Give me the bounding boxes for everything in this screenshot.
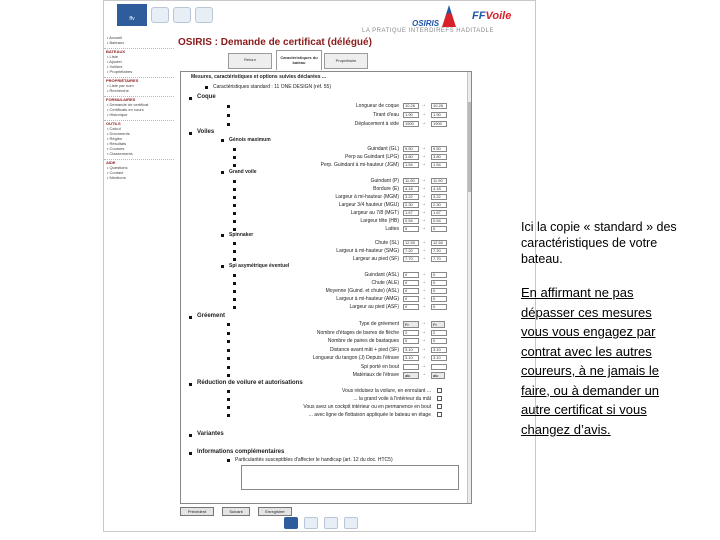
section-reduction: Réduction de voilure et autorisations — [197, 380, 303, 386]
header-banner — [104, 1, 536, 35]
standard-value: 3.10 — [403, 355, 419, 361]
standard-value: 9.50 — [403, 146, 419, 152]
measure-input[interactable]: 10.26 — [431, 103, 447, 109]
standard-value: 0 — [403, 288, 419, 294]
tab-retour[interactable]: Retour — [228, 53, 272, 69]
previous-button[interactable]: Précédent — [180, 507, 214, 516]
reduction-label: Vous avez un cockpit intérieur ou en permanence en bout — [303, 404, 431, 410]
reduction-checkbox[interactable] — [437, 404, 442, 409]
measure-label: Guindant (GL) — [367, 146, 399, 152]
value-select[interactable]: Fr — [431, 321, 445, 328]
measure-input[interactable]: 12.50 — [431, 240, 447, 246]
bullet-icon — [227, 390, 230, 393]
measure-input[interactable]: 0 — [431, 304, 447, 310]
bullet-icon — [233, 212, 236, 215]
screenshot-frame — [103, 0, 536, 532]
bullet-icon — [221, 139, 224, 142]
standard-value — [403, 364, 419, 370]
nav-item[interactable]: • Calcul — [107, 126, 121, 131]
bullet-icon — [227, 323, 230, 326]
bullet-icon — [233, 258, 236, 261]
arrow-icon: → — [421, 295, 426, 301]
standard-value: 3.80 — [403, 154, 419, 160]
footer-logo-3 — [324, 517, 338, 529]
standard-value: 11.90 — [403, 178, 419, 184]
form-title: Mesures, caractéristiques et options suivies déclarées ... — [191, 74, 327, 80]
nav-item[interactable]: • Accueil — [107, 35, 123, 40]
measure-input[interactable]: 3.10 — [431, 355, 447, 361]
standard-value: 1.54 — [403, 162, 419, 168]
measure-label: Spi porté en bout — [360, 363, 399, 370]
measure-input[interactable]: 5 — [431, 226, 447, 232]
footer-logo-4 — [344, 517, 358, 529]
standard-value: 7.20 — [403, 248, 419, 254]
section-variantes: Variantes — [197, 431, 224, 437]
measure-input[interactable]: 1.67 — [431, 210, 447, 216]
partner-logo-1 — [151, 7, 169, 23]
arrow-icon: → — [421, 328, 426, 335]
bullet-icon — [227, 366, 230, 369]
bullet-icon — [189, 452, 192, 455]
partner-logo-2 — [173, 7, 191, 23]
arrow-icon: → — [421, 217, 426, 223]
bullet-icon — [227, 374, 230, 377]
arrow-icon: → — [421, 161, 426, 167]
measure-input[interactable]: 11.90 — [431, 178, 447, 184]
measure-label: Déplacement à vide — [354, 121, 399, 127]
ffvoile-logo — [472, 10, 511, 22]
standard-value: 4.18 — [403, 186, 419, 192]
arrow-icon: → — [421, 153, 426, 159]
subsection-spi-asymetrique: Spi asymétrique éventuel — [229, 263, 290, 269]
measure-input[interactable]: 0 — [431, 296, 447, 302]
measure-input[interactable]: 1.90 — [431, 112, 447, 118]
measure-label: Largeur au 7/8 (MGT) — [350, 210, 399, 216]
bullet-icon — [233, 298, 236, 301]
tab-proprietaire[interactable]: Propriétaire — [324, 53, 368, 69]
page-title: OSIRIS : Demande de certificat (délégué) — [178, 37, 372, 48]
standard-value: 1900 — [403, 121, 419, 127]
bullet-icon — [233, 164, 236, 167]
bullet-icon — [233, 204, 236, 207]
standard-value: 3.22 — [403, 194, 419, 200]
info-textarea[interactable] — [241, 465, 459, 490]
standard-select: Fr — [403, 321, 419, 328]
measure-input[interactable]: 1900 — [431, 121, 447, 127]
subsection-spinnaker: Spinnaker — [229, 232, 254, 238]
bullet-icon — [233, 180, 236, 183]
section-informations: Informations complémentaires — [197, 449, 285, 455]
standard-value: 1.67 — [403, 210, 419, 216]
measure-label: Nombre de paires de bastaques — [327, 338, 399, 344]
subsection-grand-voile: Grand voile — [229, 169, 257, 175]
nav-item[interactable]: • Certificats en cours — [107, 107, 144, 112]
bullet-icon — [233, 274, 236, 277]
subsection-genois: Génois maximum — [229, 137, 271, 143]
bullet-icon — [227, 357, 230, 360]
measure-input[interactable]: 0 — [431, 280, 447, 286]
standard-value: 5 — [403, 226, 419, 232]
bullet-icon — [233, 196, 236, 199]
nav-item[interactable]: • Historique — [107, 112, 128, 117]
annotation-standard-copy: Ici la copie « standard » des caractéristiques de votre bateau. — [521, 220, 677, 266]
base-characteristics: Caractéristiques standard : 11 ONE DESIGN (réf. 55) — [213, 84, 332, 90]
section-greement: Gréement — [197, 313, 226, 319]
measure-label: Matériaux de l'étrave — [352, 372, 399, 378]
footer-logo-1 — [284, 517, 298, 529]
bullet-icon — [227, 459, 230, 462]
arrow-icon: → — [421, 371, 426, 377]
bullet-icon — [189, 97, 192, 100]
measure-input[interactable]: 3.22 — [431, 194, 447, 200]
ffv-logo-text: ffv — [129, 16, 135, 22]
arrow-icon: → — [421, 287, 426, 293]
bullet-icon — [221, 234, 224, 237]
bullet-icon — [189, 383, 192, 386]
arrow-icon: → — [421, 337, 426, 343]
nav-item[interactable]: • Résultats — [107, 141, 127, 146]
standard-value: 0 — [403, 272, 419, 278]
measure-label: Perp au Guindant (LPG) — [345, 154, 399, 160]
arrow-icon: → — [421, 247, 426, 253]
measure-label: Chute (ALE) — [371, 280, 399, 286]
nav-item[interactable]: • Règles — [107, 136, 122, 141]
annotation-contract-warning: En affirmant ne pas dépasser ces mesures vous vous engagez par contrat avec les autres coureurs, à ne jamais le faire, ou à demander un autre certificat si vous changez d’avis. — [521, 285, 660, 437]
partner-logo-3 — [195, 7, 213, 23]
measure-label: Distance avant mât + pied (SF) — [329, 346, 399, 353]
arrow-icon: → — [421, 225, 426, 231]
standard-value: 0 — [403, 338, 419, 344]
nav-item[interactable]: • Documents — [107, 131, 130, 136]
measure-input[interactable]: 3.80 — [431, 154, 447, 160]
reduction-label: ... avec ligne de flottaison appliquée le bateau en étage — [308, 412, 431, 418]
nav-section-title: OUTILS — [104, 120, 174, 126]
arrow-icon: → — [421, 320, 426, 326]
arrow-icon: → — [421, 185, 426, 191]
measure-input[interactable]: 7.70 — [431, 256, 447, 262]
standard-value: 7.70 — [403, 256, 419, 262]
arrow-icon: → — [421, 354, 426, 360]
standard-value: 0 — [403, 304, 419, 310]
bullet-icon — [205, 86, 208, 89]
bullet-icon — [189, 316, 192, 319]
info-label: Particularités susceptibles d'affecter le handicap (art. 12 du doc. HTC5) — [235, 457, 393, 463]
measure-label: Nombre d'étages de barres de flèche — [316, 329, 399, 336]
ffvoile-voile: Voile — [485, 10, 512, 22]
standard-value: 1.90 — [403, 112, 419, 118]
osiris-logo: OSIRIS — [412, 19, 440, 28]
section-voiles: Voiles — [197, 129, 215, 135]
standard-value: 0.54 — [403, 218, 419, 224]
nav-section-title: FORMULAIRES — [104, 96, 174, 102]
bullet-icon — [233, 242, 236, 245]
measure-input[interactable]: 7.20 — [431, 248, 447, 254]
arrow-icon: → — [421, 303, 426, 309]
arrow-icon: → — [421, 120, 426, 126]
measure-label: Tirant d'eau — [372, 112, 399, 118]
arrow-icon: → — [421, 145, 426, 151]
standard-value: 3.10 — [403, 347, 419, 353]
standard-value: 12.50 — [403, 240, 419, 246]
arrow-icon: → — [421, 193, 426, 199]
reduction-checkbox[interactable] — [437, 396, 442, 401]
form-scrollbar[interactable] — [467, 72, 472, 503]
nav-item[interactable]: • Questions — [107, 165, 128, 170]
section-coque: Coque — [197, 94, 216, 100]
standard-value: 0 — [403, 296, 419, 302]
scrollbar-thumb[interactable] — [468, 102, 472, 192]
measure-label: Longueur du tangon (J) Depuis l'étrave — [312, 355, 399, 361]
arrow-icon: → — [421, 201, 426, 207]
arrow-icon: → — [421, 271, 426, 277]
ffvoile-ff: FF — [472, 10, 486, 22]
bullet-icon — [233, 220, 236, 223]
value-select[interactable]: alu — [431, 372, 445, 379]
measure-label: Largeur 3/4 hauteur (MGU) — [338, 202, 399, 208]
footer-logo-2 — [304, 517, 318, 529]
reduction-label: ... la grand voile à l'intérieur du mât — [353, 396, 431, 402]
measure-label: Bordure (E) — [373, 186, 399, 192]
measure-label: Guindant (ASL) — [364, 272, 399, 278]
nav-item[interactable]: • Liste — [107, 54, 118, 59]
nav-item[interactable]: • Voiliers — [107, 64, 123, 69]
measure-label: Perp. Guindant à mi-hauteur (JGM) — [320, 162, 399, 168]
measure-label: Moyenne (Guind. et chute) (ASL) — [325, 288, 399, 294]
measure-label: Longueur de coque — [355, 103, 399, 109]
standard-value: 2 — [403, 330, 419, 336]
arrow-icon: → — [421, 177, 426, 183]
nav-item[interactable]: • Bateaux — [107, 40, 125, 45]
bullet-icon — [233, 156, 236, 159]
measure-label: Largeur au pied (ASF) — [349, 304, 399, 310]
tab-caracteristiques[interactable]: Caractéristiques du bateau — [276, 50, 322, 70]
measure-input[interactable]: 0 — [431, 338, 447, 344]
bullet-icon — [233, 188, 236, 191]
bullet-icon — [227, 398, 230, 401]
reduction-checkbox[interactable] — [437, 388, 442, 393]
bullet-icon — [221, 171, 224, 174]
bullet-icon — [227, 105, 230, 108]
standard-value: 2.30 — [403, 202, 419, 208]
measure-label: Largeur à mi-hauteur (AMG) — [336, 296, 399, 302]
nav-item[interactable]: • Ajouter — [107, 59, 122, 64]
arrow-icon: → — [421, 209, 426, 215]
measure-input[interactable]: 0 — [431, 288, 447, 294]
bullet-icon — [227, 406, 230, 409]
bullet-icon — [227, 414, 230, 417]
next-button[interactable]: Suivant — [222, 507, 250, 516]
nav-section-title: AIDE — [104, 159, 174, 165]
measure-label: Type de gréement — [358, 321, 399, 327]
standard-value: 10.26 — [403, 103, 419, 109]
bullet-icon — [233, 250, 236, 253]
arrow-icon: → — [421, 345, 426, 352]
nav-section-title: PROPRIÉTAIRES — [104, 77, 174, 83]
save-button[interactable]: Enregistrer — [258, 507, 292, 516]
reduction-checkbox[interactable] — [437, 412, 442, 417]
bullet-icon — [233, 148, 236, 151]
measure-input[interactable]: 1.54 — [431, 162, 447, 168]
measure-input[interactable]: 2.30 — [431, 202, 447, 208]
arrow-icon: → — [421, 362, 426, 369]
bullet-icon — [227, 349, 230, 352]
bullet-icon — [227, 332, 230, 335]
arrow-icon: → — [421, 239, 426, 245]
bullet-icon — [189, 434, 192, 437]
nav-section-title: BATEAUX — [104, 48, 174, 54]
measure-input[interactable] — [431, 364, 447, 370]
arrow-icon: → — [421, 111, 426, 117]
measure-label: Largeur à mi-hauteur (MGM) — [335, 194, 399, 200]
nav-item[interactable]: • Liste par nom — [107, 83, 134, 88]
bullet-icon — [221, 265, 224, 268]
nav-item[interactable]: • Recherche — [107, 88, 129, 93]
nav-item[interactable]: • Contact — [107, 170, 124, 175]
bullet-icon — [227, 114, 230, 117]
measure-input[interactable]: 2 — [431, 330, 447, 336]
bullet-icon — [227, 123, 230, 126]
measure-input[interactable]: 4.18 — [431, 186, 447, 192]
nav-item[interactable]: • Propriétaires — [107, 69, 133, 74]
nav-item[interactable]: • Classements — [107, 151, 133, 156]
bullet-icon — [233, 290, 236, 293]
measure-label: Chute (SL) — [374, 240, 399, 246]
standard-value: 0 — [403, 280, 419, 286]
bullet-icon — [233, 282, 236, 285]
measure-input[interactable]: 0 — [431, 272, 447, 278]
arrow-icon: → — [421, 279, 426, 285]
nav-item[interactable]: • Courses — [107, 146, 125, 151]
measure-input[interactable]: 0.54 — [431, 218, 447, 224]
measure-label: Guindant (P) — [370, 178, 399, 184]
bullet-icon — [189, 132, 192, 135]
measurements-form — [180, 71, 472, 504]
measure-input[interactable]: 9.50 — [431, 146, 447, 152]
left-navigation — [104, 35, 174, 180]
main-content — [176, 35, 536, 532]
measure-input[interactable]: 3.10 — [431, 347, 447, 353]
standard-select: alu — [403, 372, 419, 379]
arrow-icon: → — [421, 102, 426, 108]
nav-item[interactable]: • Mentions — [107, 175, 126, 180]
measure-label: Largeur tête (HB) — [360, 218, 399, 224]
bullet-icon — [233, 306, 236, 309]
reduction-label: Vous réduisez la voilure, en enroulant ... — [342, 388, 431, 394]
measure-label: Lattes — [385, 226, 399, 232]
sail-logo-icon — [442, 5, 456, 27]
bullet-icon — [233, 228, 236, 231]
bullet-icon — [227, 340, 230, 343]
nav-item[interactable]: • Demande de certificat — [107, 102, 149, 107]
ffv-logo[interactable] — [117, 4, 147, 26]
arrow-icon: → — [421, 255, 426, 261]
measure-label: Largeur à mi-hauteur (SMG) — [336, 248, 399, 254]
banner-subtitle: LA PRATIQUE INTERDIREFS HADITADLE — [362, 28, 494, 34]
measure-label: Largeur au pied (SF) — [352, 256, 399, 262]
